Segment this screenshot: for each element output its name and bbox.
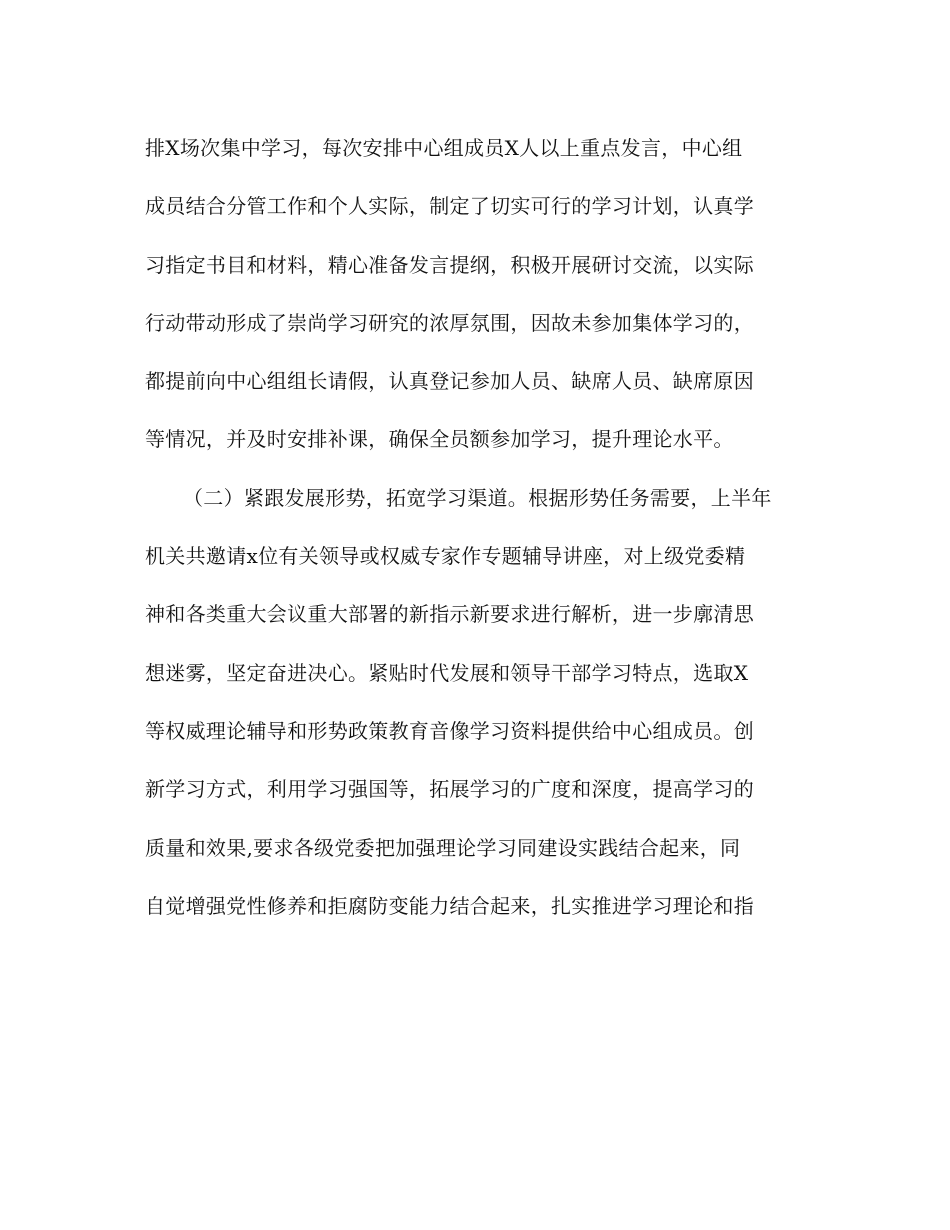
text-line: 行动带动形成了崇尚学习研究的浓厚氛围，因故未参加集体学习的， (145, 310, 754, 335)
text-line: 等情况，并及时安排补课，确保全员额参加学习，提升理论水平。 (145, 427, 734, 452)
text-line: 习指定书目和材料，精心准备发言提纲，积极开展研讨交流，以实际 (145, 252, 754, 277)
text-line: 机关共邀请x位有关领导或权威专家作专题辅导讲座，对上级党委精 (145, 544, 746, 569)
text-line: 想迷雾，坚定奋进决心。紧贴时代发展和领导干部学习特点，选取X (145, 660, 749, 685)
text-line: 都提前向中心组组长请假，认真登记参加人员、缺席人员、缺席原因 (145, 369, 754, 394)
section-heading-line: （二）紧跟发展形势，拓宽学习渠道。根据形势任务需要，上半年 (183, 485, 772, 510)
text-line: 等权威理论辅导和形势政策教育音像学习资料提供给中心组成员。创 (145, 718, 754, 743)
text-line: 成员结合分管工作和个人实际，制定了切实可行的学习计划，认真学 (145, 194, 754, 219)
text-line: 质量和效果,要求各级党委把加强理论学习同建设实践结合起来，同 (145, 835, 741, 860)
text-line: 排X场次集中学习，每次安排中心组成员X人以上重点发言，中心组 (145, 136, 743, 160)
text-line: 神和各类重大会议重大部署的新指示新要求进行解析，进一步廓清思 (145, 602, 754, 627)
text-line: 新学习方式，利用学习强国等，拓展学习的广度和深度，提高学习的 (145, 777, 754, 802)
text-line: 自觉增强党性修养和拒腐防变能力结合起来，扎实推进学习理论和指 (145, 893, 754, 918)
document-body (145, 119, 805, 935)
